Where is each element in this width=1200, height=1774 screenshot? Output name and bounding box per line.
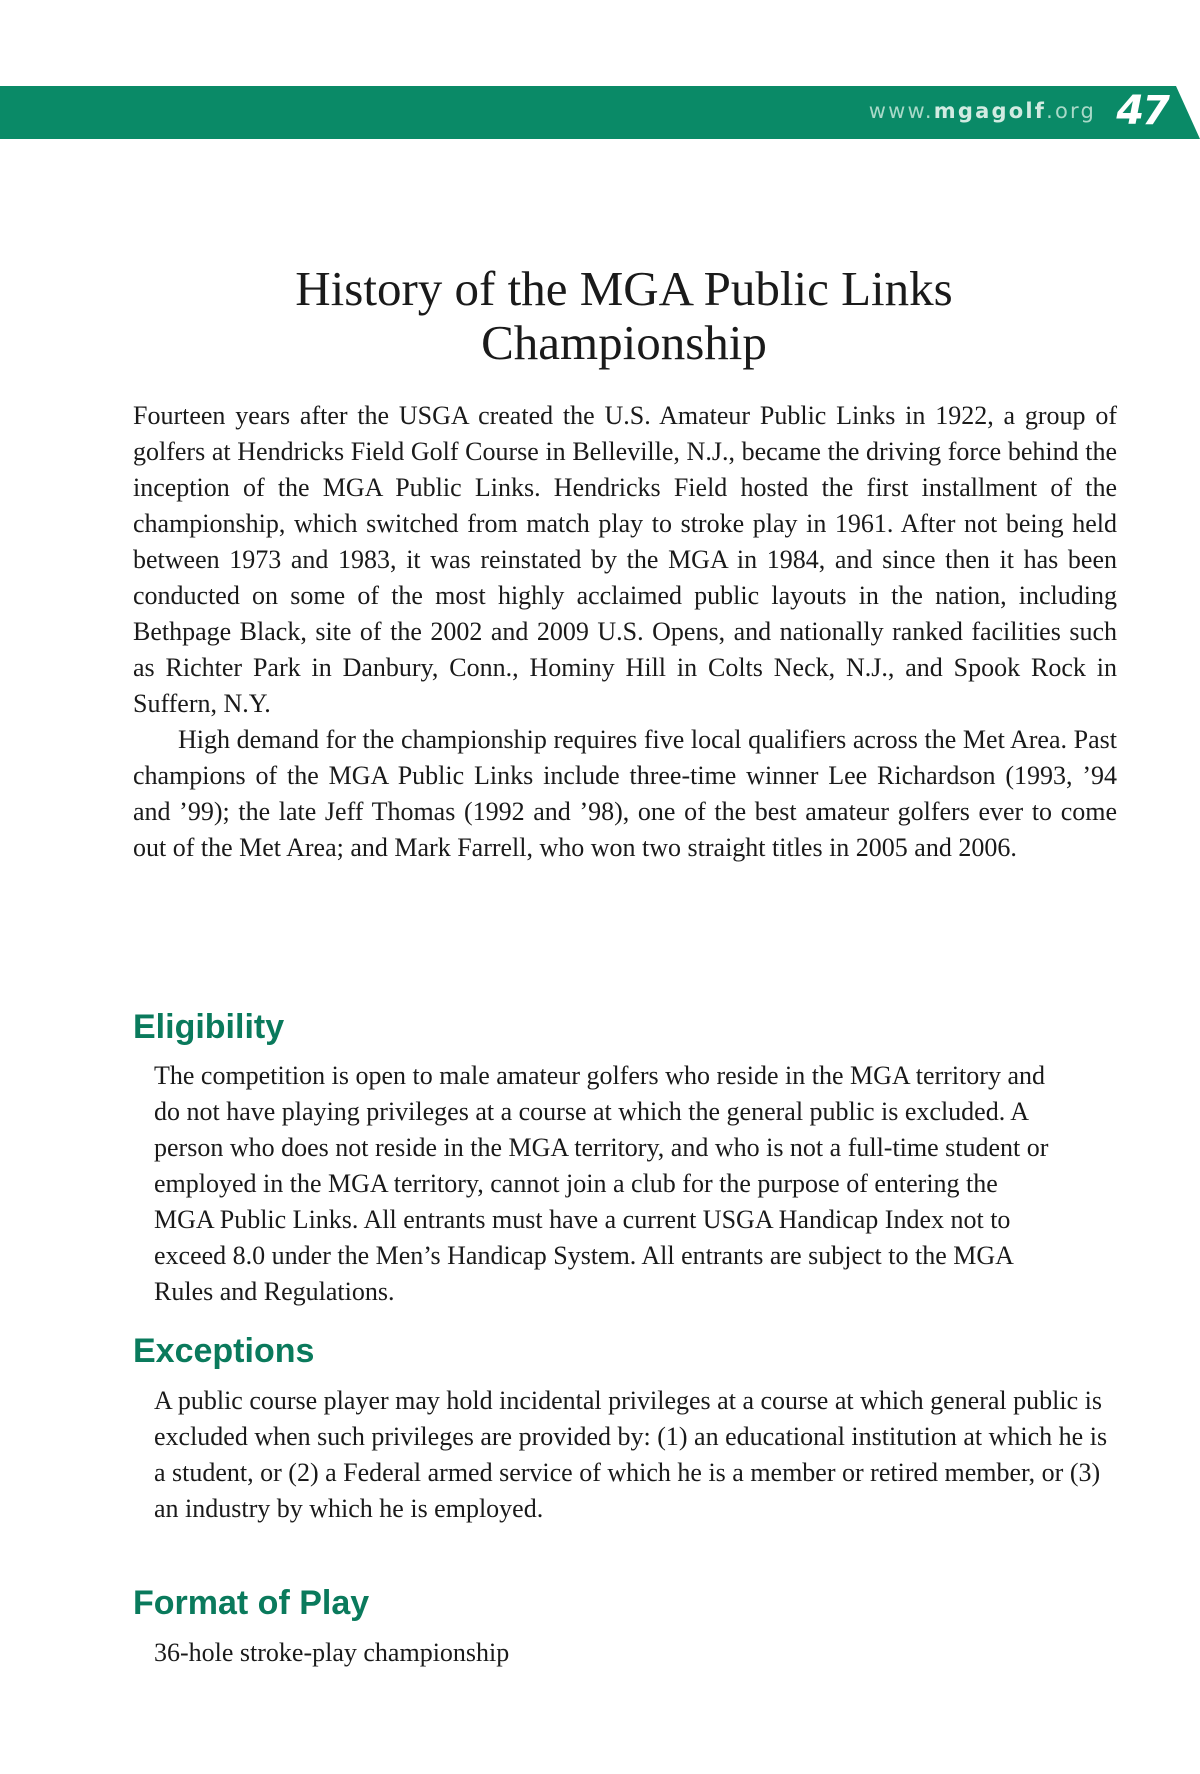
intro-paragraph-2: High demand for the championship requires five local qualifiers across the Met Area. Past champions of the MGA Public Links include three-time winner Lee Richardson (1993, ’94 and ’99); the late Jeff Thomas (1992 and ’98), one of the best amateur golfers ever to come out of the Met Area; and Mark Farrell, who won two straight titles in 2005 and 2006. [133, 725, 1117, 862]
intro-text [133, 398, 1117, 866]
website-url [869, 99, 1096, 123]
url-domain: mgagolf [933, 99, 1047, 123]
title-line-2: Championship [481, 315, 767, 370]
page-number: 47 [1116, 88, 1168, 134]
format-heading: Format of Play [133, 1584, 370, 1622]
url-suffix: .org [1046, 99, 1096, 123]
intro-paragraph-1: Fourteen years after the USGA created the U.S. Amateur Public Links in 1922, a group of golfers at Hendricks Field Golf Course in Belleville, N.J., became the driving force behind the inception of the MGA Public Links. Hendricks Field hosted the first installment of the championship, which switched from match play to stroke play in 1961. After not being held between 1973 and 1983, it was reinstated by the MGA in 1984, and since then it has been conducted on some of the most highly acclaimed public layouts in the nation, including Bethpage Black, site of the 2002 and 2009 U.S. Opens, and nationally ranked facilities such as Richter Park in Danbury, Conn., Hominy Hill in Colts Neck, N.J., and Spook Rock in Suffern, N.Y. [133, 401, 1117, 718]
format-body: 36-hole stroke-play championship [154, 1638, 510, 1667]
page-title [134, 262, 1114, 370]
eligibility-body: The competition is open to male amateur golfers who reside in the MGA territory and do not have playing privileges at a course at which the general public is excluded. A person who does not reside in the MGA territory, and who is not a full-time student or employed in the MGA territory, cannot join a club for the purpose of entering the MGA Public Links. All entrants must have a current USGA Handicap Index not to exceed 8.0 under the Men’s Handicap System. All entrants are subject to the MGA Rules and Regulations. [154, 1061, 1049, 1306]
url-prefix: www. [868, 99, 934, 123]
exceptions-heading: Exceptions [133, 1332, 315, 1370]
eligibility-heading: Eligibility [133, 1008, 285, 1046]
title-line-1: History of the MGA Public Links [295, 261, 953, 316]
exceptions-body: A public course player may hold incidental privileges at a course at which general public is excluded when such privileges are provided by: (1) an educational institution at which he is a student, or (2) a Federal armed service of which he is a member or retired member, or (3) an industry by which he is employed. [154, 1386, 1108, 1523]
